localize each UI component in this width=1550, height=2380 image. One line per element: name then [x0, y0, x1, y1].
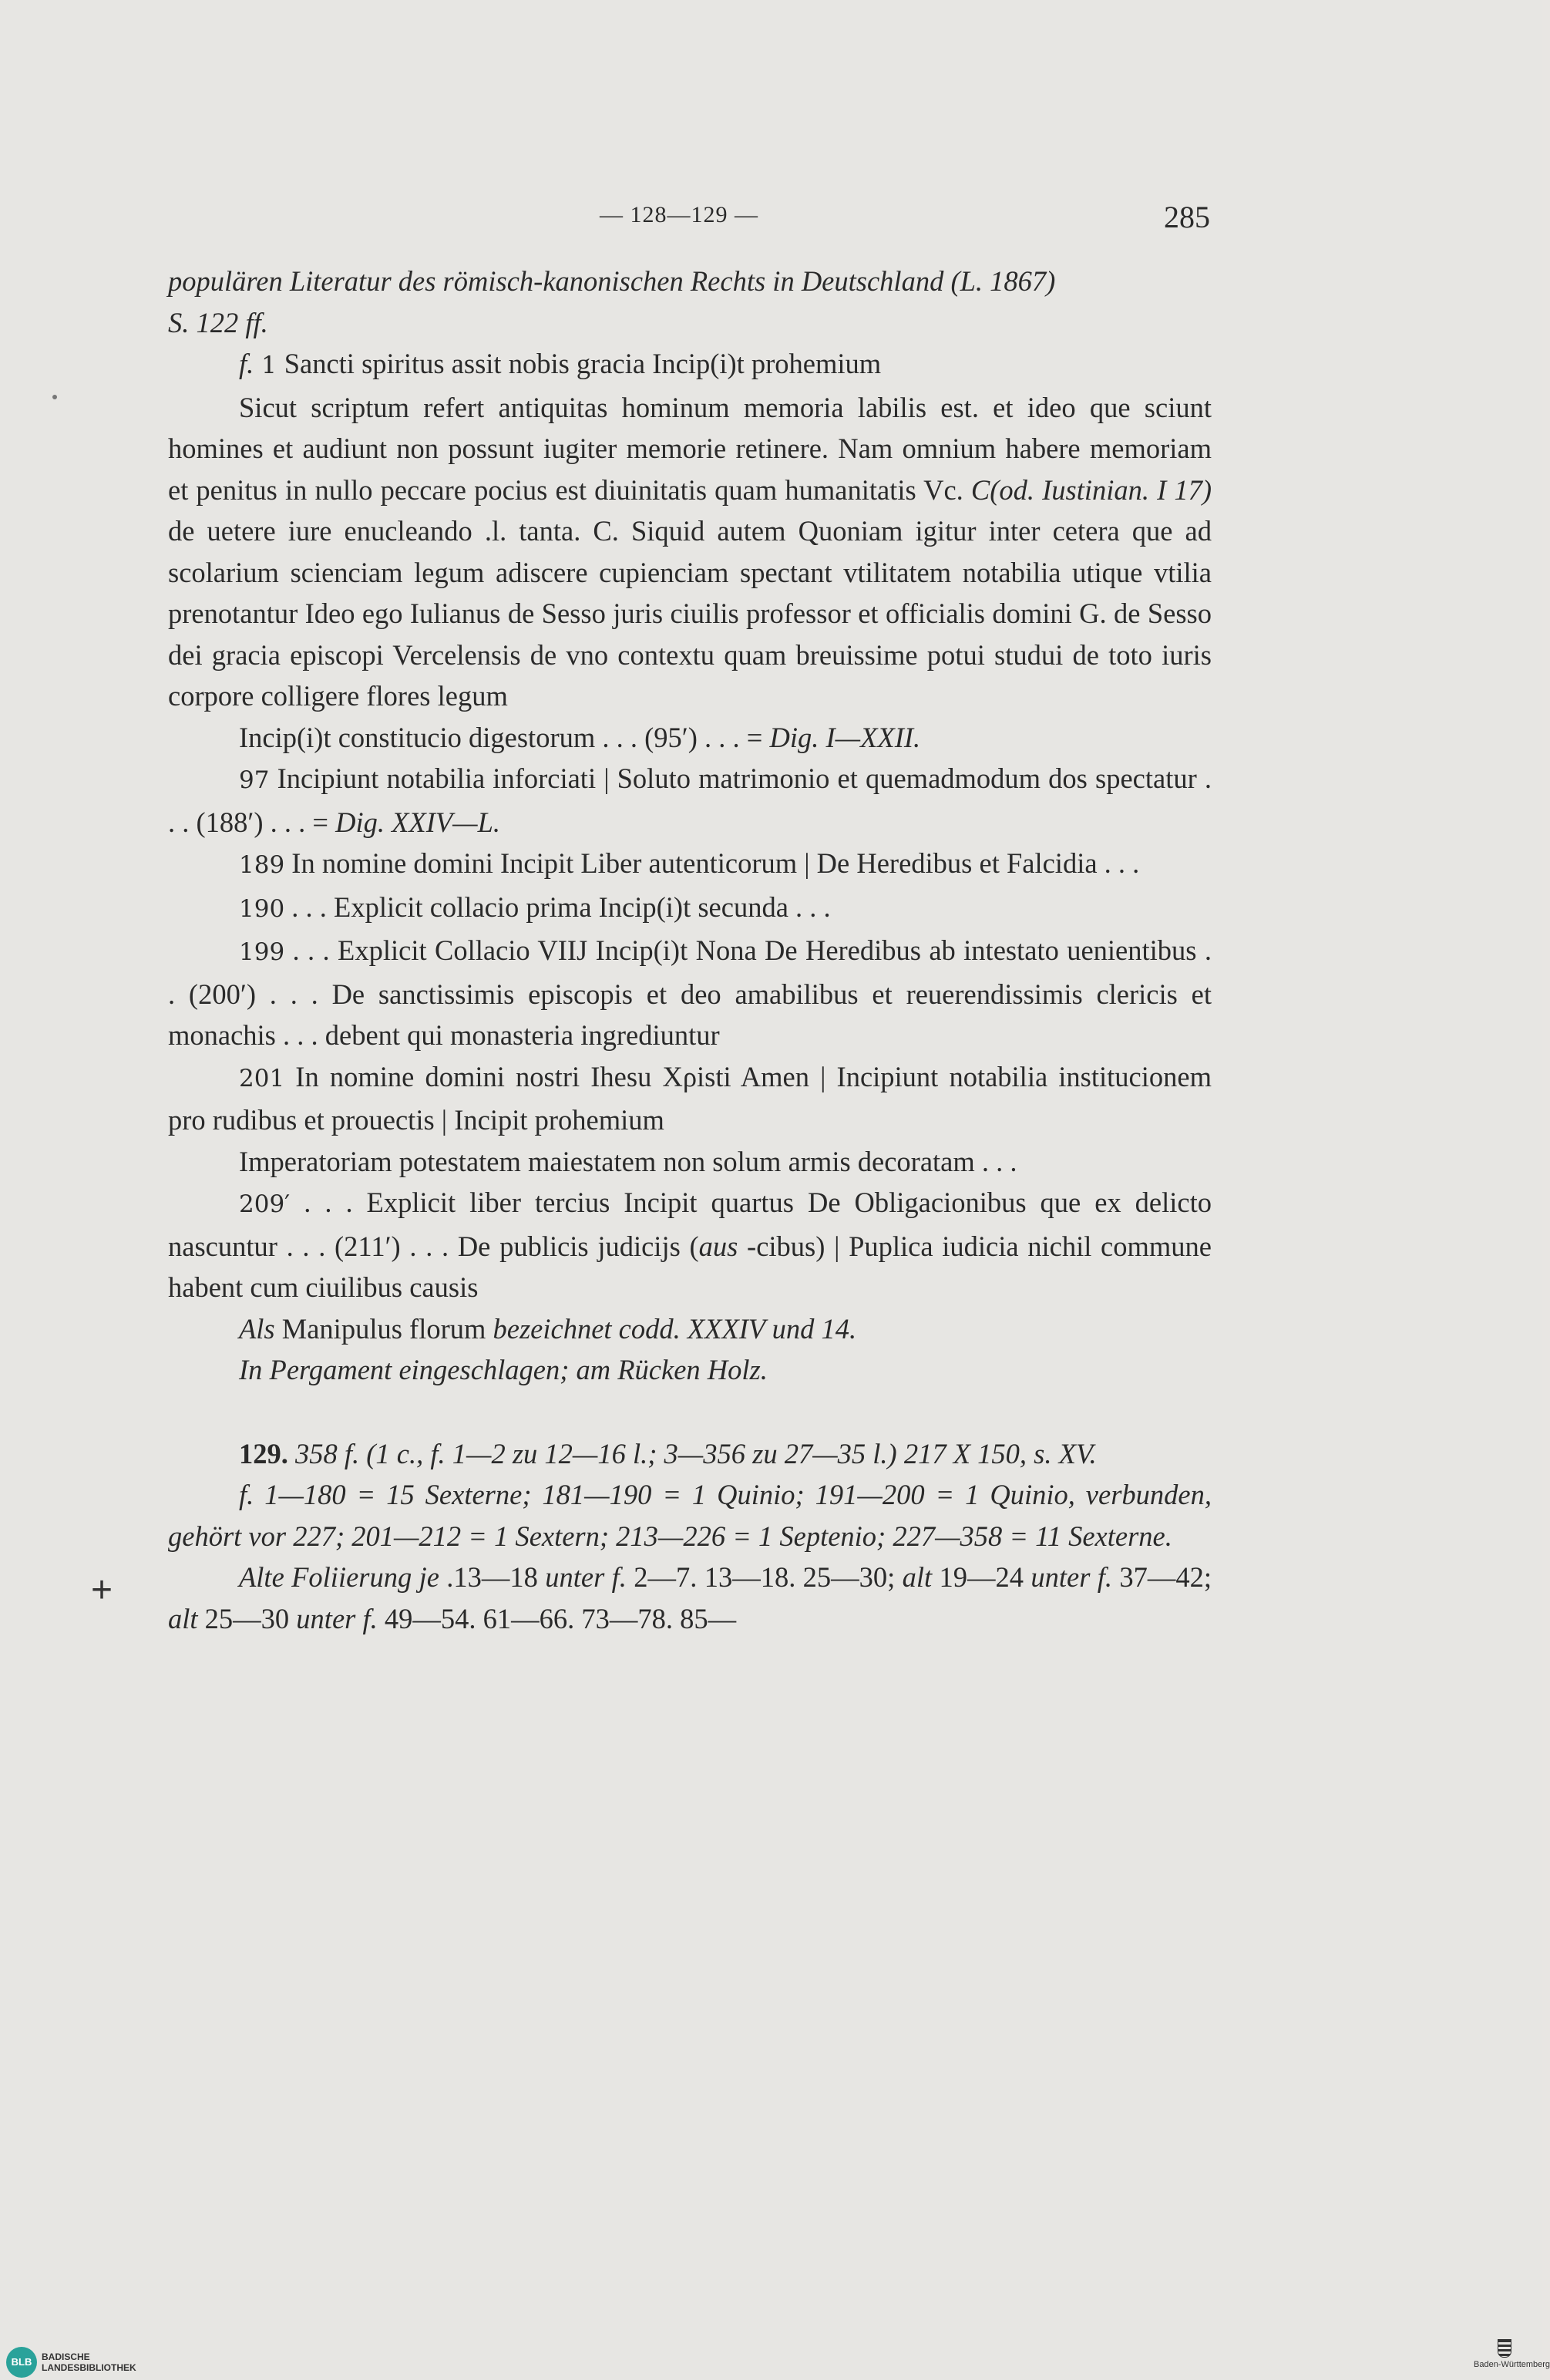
blb-logo [0, 2344, 136, 2380]
entry-129-foliation: Alte Foliierung je .13—18 unter f. 2—7. 13—18. 25—30; alt 19—24 unter f. 37—42; alt 25—30 unter f. 49—54. 61—66. 73—78. 85— [168, 1561, 1212, 1634]
entry-129-collation: f. 1—180 = 15 Sexterne; 181—190 = 1 Quinio; 191—200 = 1 Quinio, verbunden, gehört vor 227; 201—212 = 1 Sextern; 213—226 = 1 Septenio; 227—358 = 11 Sexterne. [168, 1479, 1212, 1552]
crest-icon [1498, 2339, 1511, 2358]
line-folio-1: f. 1 Sancti spiritus assit nobis gracia Incip(i)t prohemium [239, 348, 882, 379]
line-imperatoriam: Imperatoriam potestatem maiestatem non solum armis decoratam . . . [239, 1145, 1017, 1177]
page-number: 285 [1164, 200, 1210, 234]
blb-badge-icon: BLB [6, 2347, 37, 2378]
line-manipulus: Als Manipulus florum bezeichnet codd. XXXIV und 14. [239, 1312, 857, 1345]
line-folio-190: 190 . . . Explicit collacio prima Incip(i)t secunda . . . [239, 890, 831, 923]
paragraph-sicut: Sicut scriptum refert antiquitas hominum memoria labilis est. et ideo que sciunt homines et audiunt non possunt iugiter memorie retinere. Nam omnium habere memoriam et penitus in nullo peccare pocius est diuinitatis quam humanitatis Vc. C(od. Iustinian. I 17) de uetere iure enucleando .l. tanta. C. Siquid autem Quoniam igitur inter cetera que ad scolarium scienciam legum adiscere cupienciam spectant vtilitatem notabilia utique vtilia prenotantur Ideo ego Iulianus de Sesso juris ciuilis professor et officialis domini G. de Sesso dei gracia episcopi Vercelensis de vno contextu quam breuissime potui studui de toto iuris corpore colligere flores legum [168, 391, 1212, 712]
line-digest: Incip(i)t constitucio digestorum . . . (95′) . . . = Dig. I—XXII. [239, 721, 921, 753]
line-reference: S. 122 ff. [168, 306, 268, 338]
line-binding: In Pergament eingeschlagen; am Rücken Holz. [239, 1354, 768, 1385]
entry-gap [168, 1391, 1212, 1433]
body-text [168, 261, 1212, 1639]
line-folio-199: 199 . . . Explicit Collacio VIIJ Incip(i)t Nona De Heredibus ab intestato uenientibus . . (200′) . . . De sanctissimis episcopis et deo amabilibus et reuerendissimis clericis et monachis . . . debent qui monasteria ingrediuntur [168, 934, 1212, 1051]
blb-logo-text: BADISCHE LANDESBIBLIOTHEK [42, 2351, 136, 2373]
bw-logo-text: Baden-Württemberg [1474, 2360, 1550, 2369]
section-range: — 128—129 — [600, 202, 758, 227]
margin-dot [52, 395, 57, 399]
line-literature: populären Literatur des römisch-kanonischen Rechts in Deutschland (L. 1867) [168, 265, 1056, 297]
entry-129-heading: 129. 358 f. (1 c., f. 1—2 zu 12—16 l.; 3—356 zu 27—35 l.) 217 X 150, s. XV. [239, 1437, 1097, 1469]
line-folio-189: 189 In nomine domini Incipit Liber autenticorum | De Heredibus et Falcidia . . . [239, 847, 1140, 879]
margin-plus-mark: + [91, 1570, 113, 1611]
line-folio-209: 209′ . . . Explicit liber tercius Incipit quartus De Obligacionibus que ex delicto nascuntur . . . (211′) . . . De publicis judicijs (aus -cibus) | Puplica iudicia nichil commune habent cum ciuilibus causis [168, 1187, 1212, 1303]
running-header [168, 202, 1210, 241]
bw-logo [1474, 2339, 1550, 2378]
line-folio-97: 97 Incipiunt notabilia inforciati | Soluto matrimonio et quemadmodum dos spectatur . . . (188′) . . . = Dig. XXIV—L. [168, 762, 1212, 838]
line-folio-201: 201 In nomine domini nostri Ihesu Χρisti Amen | Incipiunt notabilia institucionem pro rudibus et prouectis | Incipit prohemium [168, 1060, 1212, 1136]
